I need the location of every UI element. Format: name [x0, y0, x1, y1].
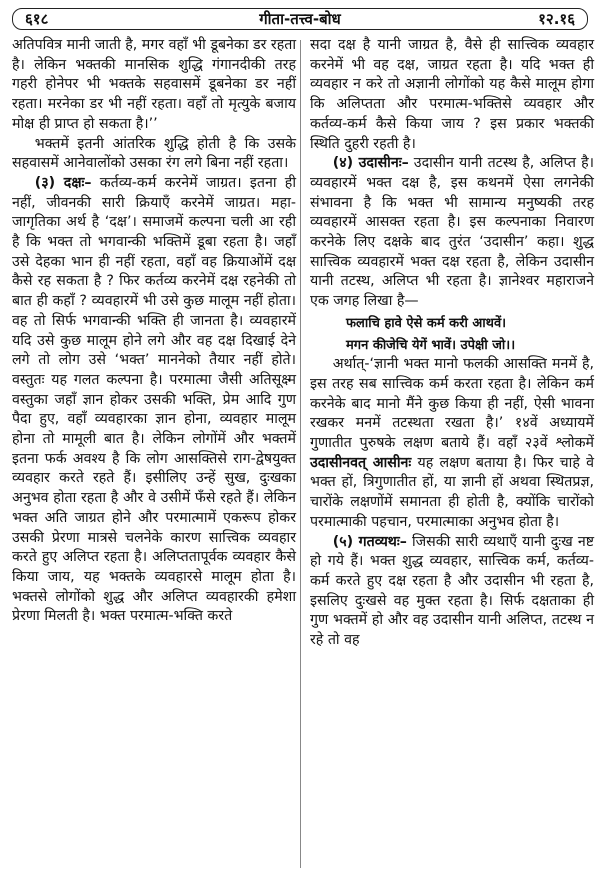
- page-header: [12, 8, 588, 30]
- paragraph: भक्तमें इतनी आंतरिक शुद्धि होती है कि उसके सहवासमें आनेवालोंको उसका रंग लगे बिना नहीं रहता।: [12, 135, 296, 172]
- verse-line: मगन कीजेचि येगें भावें। उपेक्षी जो।।: [346, 337, 516, 353]
- verse-line: फलाचि हावे ऐसे कर्म करी आथवें।: [346, 315, 507, 331]
- paragraph-gatavyatha: [310, 533, 594, 651]
- chapter-verse: १२.१६: [538, 10, 575, 28]
- section-body: उदासीन यानी तटस्थ है, अलिप्त है। व्यवहारमें भक्त दक्ष है, इस कथनमें ऐसा लगनेकी संभावना है कि भक्त भी सामान्य मनुष्यकी तरह व्यवहारमें आसक्त रहता है। इस कल्पनाका निवारण करनेके लिए दक्षके बाद तुरंत ‘उदासीन’ कहा। शुद्ध सात्त्विक व्यवहारमें भक्त दक्ष रहता है, लेकिन उदासीन यानी तटस्थ, अलिप्त भी रहता है। ज्ञानेश्वर महाराजने एक जगह लिखा है—: [310, 155, 594, 310]
- column-divider: [300, 40, 301, 868]
- paragraph: अतिपवित्र मानी जाती है, मगर वहाँ भी डूबनेका डर रहता है। लेकिन भक्तकी मानसिक शुद्धि गंगानदीकी तरह गहरी होनेपर भी भक्तके सहवासमें डूबनेका डर नहीं रहता। मरनेका डर भी नहीं रहता। वहाँ तो मृत्युके बजाय मोक्ष ही प्राप्त हो सकता है।’’: [12, 37, 297, 132]
- section-heading: (५) गतव्यथः–: [332, 533, 407, 550]
- left-column: [12, 36, 296, 627]
- meaning-text: अर्थात्-‘ज्ञानी भक्त मानो फलकी आसक्ति मनमें है, इस तरह सब सात्त्विक कर्म करता रहता है। लेकिन कर्म करनेके बाद मानो मैंने कुछ किया ही नहीं, ऐसी भावना रखकर मनमें तटस्थता रखता है।’ १४वें अध्यायमें गुणातीत पुरुषके लक्षण बताये हैं। वहाँ २३वें श्लोकमें: [310, 356, 594, 452]
- page-number: ६१८: [25, 10, 49, 28]
- paragraph-udasin: [310, 154, 594, 312]
- section-heading: (३) दक्षः–: [34, 174, 92, 191]
- book-title: गीता-तत्त्व-बोध: [259, 10, 341, 28]
- right-column: [310, 36, 594, 651]
- bold-quote: उदासीनवत् आसीनः: [310, 454, 412, 471]
- section-heading: (४) उदासीनः–: [332, 155, 409, 172]
- section-body: कर्तव्य-कर्म करनेमें जाग्रत। इतना ही नहीं, जीवनकी सारी क्रियाएँ करनेमें जाग्रत। महा-जागृतिका अर्थ है ‘दक्ष’। समाजमें कल्पना चली आ रही है कि भक्त तो भगवान्की भक्तिमें डूबा रहता है। जहाँ उसे देहका भान ही नहीं रहता, वहाँ वह क्रियाओंमें दक्ष कैसे रह सकता है ? फिर कर्तव्य करनेमें दक्ष रहनेकी तो बात ही कहाँ ? व्यवहारमें भी उसे कुछ मालूम नहीं होता। वह तो सिर्फ भगवान्की भक्ति ही जानता है। व्यवहारमें यदि उसे कुछ मालूम होने लगे और वह दक्ष दिखाई देने लगे तो लोग उसे ‘भक्त’ माननेको तैयार नहीं होते। वस्तुतः यह गलत कल्पना है। परमात्मा जैसी अतिसूक्ष्म वस्तुका जहाँ ज्ञान होकर उसकी भक्ति, प्रेम आदि गुण पैदा हुए, वहाँ व्यवहारका ज्ञान होना, व्यवहार मालूम होना तो मामूली बात है। लेकिन लोगोंमें और भक्तमें इतना फर्क अवश्य है कि लोग आसक्तिसे राग-द्वेषयुक्त व्यवहार करते रहते हैं। इसीलिए उन्हें सुख, दुःखका अनुभव होता रहता है और वे उसीमें फँसे रहते हैं। लेकिन भक्त अति जाग्रत होने और परमात्मामें एकरूप होकर उसकी प्रेरणा मात्रसे चलनेके कारण सात्त्विक व्यवहार करते हुए अलिप्त रहता है। अलिप्ततापूर्वक व्यवहार कैसे किया जाय, यह भक्तके व्यवहारसे मालूम होता है। भक्तसे लोगोंको शुद्ध और अलिप्त व्यवहारकी हमेशा प्रेरणा मिलती है। भक्त परमात्म-भक्ति करते: [12, 174, 296, 625]
- section-body: जिसकी सारी व्यथाएँ यानी दुःख नष्ट हो गये हैं। भक्त शुद्ध व्यवहार, सात्त्विक कर्म, कर्तव्य-कर्म करते हुए दक्ष रहता है और उदासीन भी रहता है, इसलिए दुःखसे वह मुक्त रहता है। सिर्फ दक्षताका ही गुण भक्तमें हो और वह उदासीन यानी अलिप्त, तटस्थ न रहे तो वह: [310, 533, 594, 649]
- paragraph: सदा दक्ष है यानी जाग्रत है, वैसे ही सात्त्विक व्यवहार करनेमें भी वह दक्ष, जाग्रत रहता है। यदि भक्त ही व्यवहार न करे तो अज्ञानी लोगोंको यह कैसे मालूम होगा कि अलिप्तता और परमात्म-भक्तिसे व्यवहार और कर्तव्य-कर्म कैसे किया जाय ? इस प्रकार भक्तकी स्थिति दुहरी रहती है।: [310, 37, 594, 152]
- paragraph-daksha: [12, 174, 296, 627]
- meaning-tail: यह लक्षण बताया है। फिर चाहे वे भक्त हों, त्रिगुणातीत हों, या ज्ञानी हों अथवा स्थितप्रज्ञ, चारोंके लक्षणोंमें समानता ही होती है, क्योंकि चारोंको परमात्माकी पहचान, परमात्माका अनुभव होता है।: [310, 454, 594, 530]
- paragraph-meaning: [310, 355, 594, 532]
